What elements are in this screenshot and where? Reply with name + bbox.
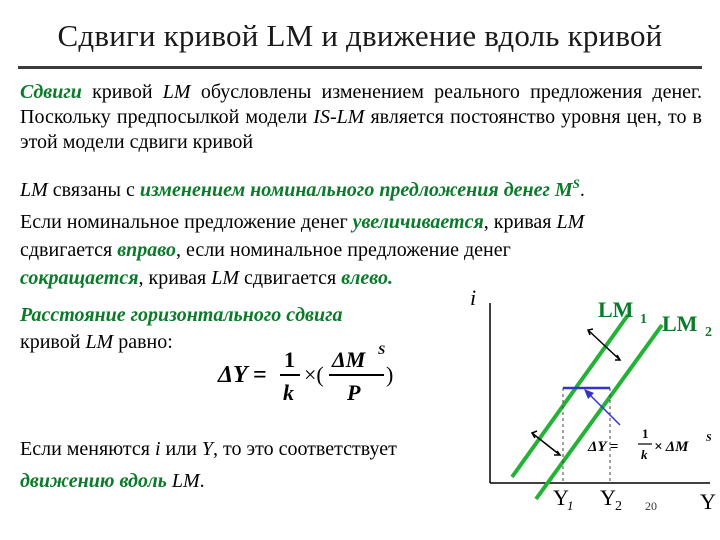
intro-paragraph <box>20 80 702 155</box>
term-movement-along: движению вдоль <box>20 470 167 492</box>
lm2-subscript: 2 <box>705 325 712 340</box>
text-span: кривой <box>20 331 86 353</box>
line-increase <box>20 211 584 234</box>
y1-label: Y <box>553 485 569 510</box>
lm1-subscript: 1 <box>640 312 647 327</box>
text-span: , если номинальное предложение денег <box>175 239 511 261</box>
text-span: или <box>160 438 202 460</box>
lm-term: LM <box>85 331 114 353</box>
term-left: влево. <box>341 267 393 289</box>
lm2-label: LM <box>662 311 698 336</box>
i-axis-label: i <box>470 285 477 310</box>
formula-lhs: ΔY = <box>218 362 267 388</box>
lm-shift-graph <box>470 285 720 540</box>
text-span: связаны с <box>47 179 140 201</box>
small-formula-lhs: ΔY = <box>588 439 619 455</box>
small-formula-denominator: k <box>641 447 648 462</box>
lm-term: LM <box>556 211 585 233</box>
formula-denominator-1: k <box>283 380 294 405</box>
text-span: сдвигается <box>20 239 118 261</box>
lm-term: LM <box>211 267 240 289</box>
text-span: Если меняются <box>20 438 155 460</box>
term-increases: увеличивается <box>352 211 484 233</box>
small-formula-superscript: S <box>706 433 712 444</box>
term-nominal-money-supply: изменением номинального предложения денег M <box>139 179 573 201</box>
formula-numerator-2: ΔM <box>332 347 366 372</box>
text-span: . <box>579 179 585 201</box>
text-span: , то это соответствует <box>213 438 397 460</box>
formula-superscript: S <box>378 342 386 357</box>
term-shifts: Сдвиги <box>20 81 82 103</box>
lm2-curve <box>536 325 662 499</box>
page-number: 20 <box>645 499 657 513</box>
lm-term: LM <box>20 179 48 201</box>
text-span: Если номинальное предложение денег <box>20 211 353 233</box>
line-equals <box>20 331 173 354</box>
formula-numerator-1: 1 <box>284 347 295 372</box>
small-formula-rhs: × ΔM <box>654 439 689 455</box>
line-distance <box>20 304 342 327</box>
term-horizontal-shift: Расстояние горизонтального сдвига <box>20 304 343 326</box>
formula-times: ×( <box>304 362 324 387</box>
y2-subscript: 2 <box>615 499 622 514</box>
title-underline <box>18 66 702 69</box>
formula-close: ) <box>386 362 394 387</box>
text-span: сдвигается <box>239 267 342 289</box>
y-axis-label: Y <box>700 489 716 514</box>
superscript-s: S <box>572 176 580 191</box>
text-span: . <box>199 470 205 492</box>
lm1-label: LM <box>598 297 634 322</box>
formula-denominator-2: P <box>347 380 361 405</box>
text-span: обусловлены изменением реального предложения денег. Поскольку предпосылкой модели <box>20 81 702 128</box>
islm-term: IS-LM <box>313 106 365 128</box>
line-movement-condition <box>20 438 397 461</box>
var-y: Y <box>201 438 214 460</box>
text-span: , кривая <box>138 267 212 289</box>
text-span: равно: <box>113 331 173 353</box>
term-right: вправо <box>117 239 176 261</box>
line-right <box>20 239 511 262</box>
lm-term: LM <box>162 81 191 103</box>
line-decrease <box>20 267 393 290</box>
text-span: кривой <box>81 81 163 103</box>
var-i: i <box>154 438 161 460</box>
slide-title: Сдвиги кривой LM и движение вдоль кривой <box>57 18 663 53</box>
line-movement-along <box>20 470 205 493</box>
y1-subscript: 1 <box>567 498 574 513</box>
term-decreases: сокращается <box>20 267 139 289</box>
small-formula-numerator: 1 <box>642 426 649 441</box>
text-span: , кривая <box>483 211 557 233</box>
y2-label: Y <box>600 485 616 510</box>
line-nominal-money <box>20 176 585 202</box>
shift-formula <box>214 340 414 408</box>
lm-term: LM <box>166 470 200 492</box>
text-span: является постоянство уровня цен, то в этой модели сдвиги кривой <box>20 106 702 153</box>
